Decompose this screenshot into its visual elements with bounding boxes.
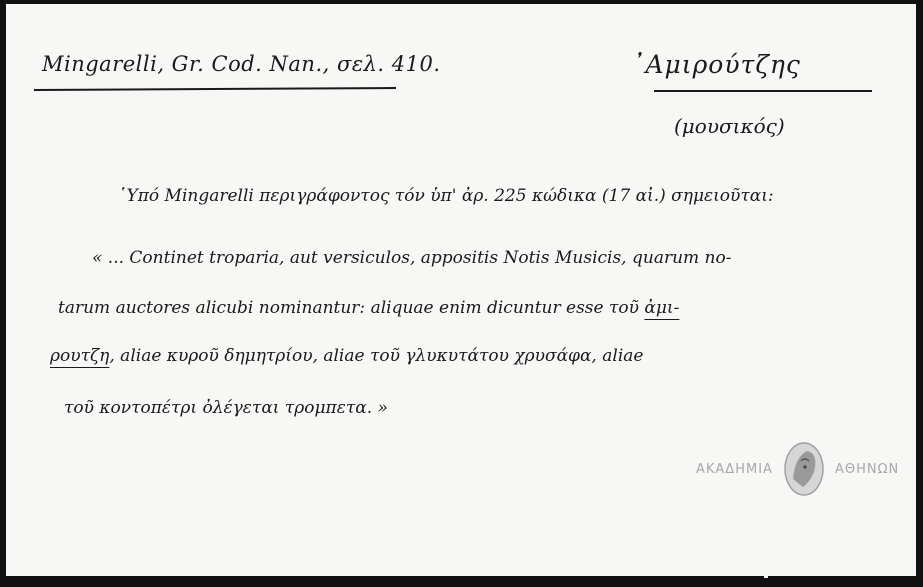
- logo-left-text: ΑΚΑΔΗΜΙΑ: [696, 461, 773, 477]
- underlined-word: ρουτζη: [50, 346, 110, 366]
- logo-right-text: ΑΘΗΝΩΝ: [834, 461, 900, 477]
- quote-line-2: tarum auctores alicubi nominantur: aliquae enim dicuntur esse τοῦ ἀμι-: [58, 298, 680, 318]
- heading-underline: [654, 90, 872, 92]
- athena-head-icon: [781, 439, 827, 499]
- entry-subheading: (μουσικός): [674, 114, 785, 138]
- intro-text: ῾Υπό Mingarelli περιγράφοντος τόν ὑπ' ἀρ. 225 κώδικα (17 αἰ.) σημειοῦται:: [118, 186, 774, 206]
- quote-line-3: ρουτζη, aliae κυροῦ δημητρίου, aliae τοῦ γλυκυτάτου χρυσάφα, aliae: [50, 346, 644, 366]
- citation-reference: Mingarelli, Gr. Cod. Nan., σελ. 410.: [42, 52, 441, 76]
- underlined-word: ἀμι-: [644, 298, 680, 318]
- quote-line-1: « ... Continet troparia, aut versiculos, appositis Notis Musicis, quarum no-: [92, 248, 732, 268]
- citation-underline: [34, 87, 396, 91]
- bottom-edge-notch: [764, 572, 768, 578]
- entry-heading: ᾿Αμιρούτζης: [632, 50, 801, 79]
- catalog-card: [6, 4, 916, 576]
- academy-logo: [696, 436, 916, 502]
- quote-line-4: τοῦ κοντοπέτρι ὀλέγεται τρομπετα. »: [64, 398, 388, 418]
